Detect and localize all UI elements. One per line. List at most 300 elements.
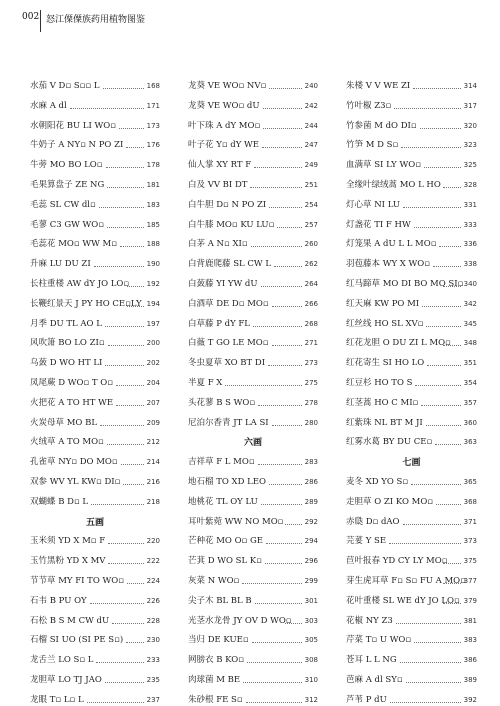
entry-page-number: 218 [146, 497, 160, 506]
entry-name: 苍耳 L L NG [346, 655, 397, 666]
dot-leader [263, 128, 301, 129]
index-entry[interactable] [30, 416, 160, 429]
index-entry[interactable] [188, 396, 318, 409]
index-entry[interactable] [346, 574, 477, 587]
entry-name: 芦苇 P dU [346, 694, 387, 705]
entry-name: 吉祥草 F L MO▫ [188, 457, 255, 468]
dot-leader [426, 326, 460, 327]
dot-leader [254, 167, 302, 168]
entry-page-number: 209 [146, 418, 160, 427]
entry-page-number: 323 [463, 141, 477, 150]
entry-name: 灯盏花 TI F HW [346, 219, 411, 230]
dot-leader [285, 524, 302, 525]
index-entry[interactable] [346, 396, 477, 409]
entry-page-number: 301 [304, 596, 318, 605]
entry-page-number: 200 [146, 339, 160, 348]
dot-leader [251, 246, 302, 247]
entry-name: 白薇 T GO LE MO▫ [188, 338, 269, 349]
dot-leader [266, 543, 302, 544]
dot-leader [91, 504, 144, 505]
index-entry[interactable] [346, 515, 477, 528]
dot-leader [225, 385, 301, 386]
index-entry[interactable] [346, 297, 477, 310]
entry-name: 花椒 NY Z3 [346, 615, 393, 626]
index-entry[interactable] [30, 455, 160, 468]
index-entry[interactable] [188, 515, 318, 528]
dot-leader [262, 147, 302, 148]
entry-page-number: 375 [463, 557, 477, 566]
entry-page-number: 207 [146, 398, 160, 407]
entry-name: 白及 VV BI DT [188, 180, 248, 190]
entry-page-number: 266 [304, 299, 318, 308]
index-entry[interactable] [30, 594, 160, 607]
index-entry[interactable] [30, 138, 160, 151]
entry-name: 水茄 V D▫ S▫▫ L [30, 81, 100, 91]
entry-name: 芫荽 Y SE [346, 536, 387, 547]
entry-page-number: 305 [304, 636, 318, 645]
dot-leader [107, 444, 144, 445]
entry-page-number: 247 [304, 141, 318, 150]
entry-page-number: 320 [463, 121, 477, 130]
entry-page-number: 292 [304, 517, 318, 526]
entry-page-number: 194 [146, 299, 160, 308]
entry-page-number: 331 [463, 200, 477, 209]
entry-page-number: 230 [146, 636, 160, 645]
index-entry[interactable] [188, 198, 318, 211]
entry-page-number: 264 [304, 280, 318, 288]
index-entry[interactable] [30, 257, 160, 270]
dot-leader [87, 702, 144, 703]
entry-name: 火炭母草 MO BL [30, 417, 97, 428]
entry-name: 尼泊尔香青 JT LA SI [188, 417, 269, 428]
entry-name: 升麻 LU DU ZI [30, 259, 91, 270]
entry-page-number: 392 [463, 695, 477, 704]
entry-name: 灯心草 NI LU [346, 199, 401, 210]
index-entry[interactable] [346, 653, 477, 666]
entry-page-number: 244 [304, 121, 318, 130]
entry-name: 白草藤 P dY FL [188, 318, 250, 329]
dot-leader [247, 662, 302, 663]
entry-name: 毛蕊 SL CW dl▫ [30, 199, 96, 210]
entry-name: 竹笋 M D S▫ [346, 140, 399, 151]
entry-page-number: 383 [463, 636, 477, 645]
index-entry[interactable] [188, 277, 318, 290]
entry-name: 叶子花 Y▫ dY WE [188, 140, 259, 151]
entry-page-number: 363 [463, 438, 477, 447]
entry-name: 石松 B S M CW dU [30, 615, 110, 626]
dot-leader [426, 425, 461, 426]
entry-name: 牛奶子 A NY▫ N PO ZI [30, 140, 124, 151]
entry-page-number: 226 [146, 596, 160, 605]
entry-page-number: 242 [304, 101, 318, 110]
index-entry[interactable] [188, 237, 318, 250]
entry-name: 石韦 B PU OY [30, 595, 87, 606]
entry-page-number: 325 [463, 161, 477, 170]
index-entry[interactable] [30, 99, 160, 112]
dot-leader [127, 286, 144, 287]
section-heading: 五画 [85, 517, 104, 528]
index-entry[interactable] [346, 673, 477, 686]
entry-name: 凤尾蕨 D WO▫ T O▫ [30, 378, 113, 388]
index-entry[interactable] [346, 178, 477, 191]
index-entry[interactable] [346, 554, 477, 567]
entry-page-number: 262 [304, 260, 318, 269]
dot-leader [253, 326, 302, 327]
entry-page-number: 214 [146, 458, 160, 467]
index-entry[interactable] [30, 297, 160, 310]
entry-name: 风吹箫 BO LO ZI▫ [30, 338, 105, 349]
index-entry[interactable] [188, 534, 318, 547]
index-entry[interactable] [30, 356, 160, 369]
dot-leader [250, 187, 301, 188]
entry-page-number: 204 [146, 379, 160, 387]
index-entry[interactable] [346, 257, 477, 270]
index-entry[interactable] [188, 653, 318, 666]
entry-page-number: 294 [304, 537, 318, 546]
entry-page-number: 278 [304, 398, 318, 407]
dot-leader [106, 167, 144, 168]
entry-name: 肉球菌 M BE [188, 675, 241, 685]
dot-leader [108, 345, 144, 346]
dot-leader [272, 345, 302, 346]
entry-name: 头花蓼 B S WO▫ [188, 397, 256, 408]
index-entry[interactable] [30, 554, 160, 567]
index-entry[interactable] [346, 475, 477, 488]
entry-name: 朱楼 V V WE ZI [346, 81, 411, 91]
entry-page-number: 237 [146, 695, 160, 704]
index-entry[interactable] [30, 475, 160, 488]
dot-leader [99, 207, 144, 208]
entry-page-number: 178 [146, 161, 160, 170]
dot-leader [105, 682, 144, 683]
entry-name: 仙人掌 XY RT F [188, 160, 252, 171]
index-entry[interactable] [30, 198, 160, 211]
index-entry[interactable] [188, 455, 318, 468]
index-entry[interactable] [188, 693, 318, 706]
entry-page-number: 308 [304, 656, 318, 665]
index-entry[interactable] [346, 317, 477, 330]
entry-page-number: 233 [146, 656, 160, 665]
index-entry[interactable] [188, 99, 318, 112]
dot-leader [263, 108, 302, 109]
dot-leader [112, 623, 143, 624]
entry-page-number: 333 [463, 220, 477, 229]
dot-leader [389, 543, 461, 544]
index-entry[interactable] [30, 336, 160, 349]
index-entry[interactable] [188, 554, 318, 567]
entry-name: 光茎水龙骨 JY OV D WO▫ [188, 615, 292, 626]
dot-leader [443, 603, 460, 604]
entry-page-number: 257 [304, 220, 318, 229]
dot-leader [272, 425, 302, 426]
entry-name: 网膀衣 B KO▫ [188, 655, 245, 666]
entry-page-number: 351 [463, 359, 477, 368]
entry-name: 红马蹄草 MO DI BO MO SI▫ [346, 279, 464, 289]
dot-leader [433, 266, 461, 267]
dot-leader [396, 623, 461, 624]
entry-page-number: 216 [146, 478, 160, 486]
index-entry[interactable] [30, 119, 160, 132]
entry-page-number: 303 [304, 616, 318, 625]
index-entry[interactable] [30, 693, 160, 706]
dot-leader [261, 286, 302, 287]
index-entry[interactable] [188, 376, 318, 389]
index-entry[interactable] [188, 475, 318, 488]
entry-name: 朱砂根 FE S▫ [188, 694, 243, 705]
dot-leader [100, 425, 144, 426]
entry-name: 冬虫夏草 XO BT DI [188, 358, 266, 369]
entry-page-number: 260 [304, 240, 318, 249]
index-entry[interactable] [30, 574, 160, 587]
entry-page-number: 286 [304, 478, 318, 486]
entry-page-number: 338 [463, 260, 477, 269]
entry-name: 节节草 MY FI TO WO▫ [30, 576, 124, 586]
entry-page-number: 251 [304, 181, 318, 189]
entry-name: 白酒草 DE D▫ MO▫ [188, 298, 269, 309]
dot-leader [258, 405, 301, 406]
entry-name: 血满草 SI LY WO▫ [346, 160, 421, 171]
index-entry[interactable] [346, 158, 477, 171]
index-entry[interactable] [346, 693, 477, 706]
dot-leader [105, 326, 144, 327]
index-entry[interactable] [188, 297, 318, 310]
dot-leader [285, 623, 302, 624]
entry-page-number: 312 [304, 695, 318, 704]
dot-leader [272, 306, 302, 307]
entry-name: 水麻 A dl [30, 100, 67, 111]
header-divider [40, 10, 41, 32]
index-entry[interactable] [30, 158, 160, 171]
index-entry[interactable] [188, 416, 318, 429]
index-entry[interactable] [346, 138, 477, 151]
dot-leader [427, 365, 460, 366]
index-entry[interactable] [188, 574, 318, 587]
entry-name: 红丝线 HO SL XV▫ [346, 318, 424, 329]
index-entry[interactable] [30, 534, 160, 547]
entry-name: 白牛胆 D▫ N PO ZI [188, 199, 267, 210]
dot-leader [268, 365, 302, 366]
entry-name: 全缘叶绿绒蒿 MO L HO [346, 180, 441, 190]
index-entry[interactable] [30, 653, 160, 666]
dot-leader [96, 662, 143, 663]
dot-leader [120, 246, 144, 247]
dot-leader [443, 345, 460, 346]
dot-leader [401, 147, 460, 148]
entry-page-number: 183 [146, 200, 160, 209]
dot-leader [107, 187, 143, 188]
index-entry[interactable] [30, 633, 160, 646]
index-entry[interactable] [188, 138, 318, 151]
index-entry[interactable] [188, 317, 318, 330]
index-entry[interactable] [346, 356, 477, 369]
dot-leader [403, 207, 461, 208]
entry-name: 半夏 F X [188, 378, 223, 388]
dot-leader [424, 167, 461, 168]
entry-page-number: 202 [146, 359, 160, 368]
index-entry[interactable] [346, 277, 477, 290]
index-entry[interactable] [346, 534, 477, 547]
index-entry[interactable] [188, 158, 318, 171]
dot-leader [121, 464, 144, 465]
dot-leader [277, 227, 301, 228]
index-entry[interactable] [188, 257, 318, 270]
index-entry[interactable] [346, 336, 477, 349]
dot-leader [403, 524, 461, 525]
index-entry[interactable] [346, 119, 477, 132]
entry-page-number: 212 [146, 438, 160, 447]
entry-page-number: 280 [304, 418, 318, 427]
dot-leader [435, 444, 460, 445]
dot-leader [422, 306, 460, 307]
entry-name: 灰菜 N WO▫ [188, 576, 240, 586]
entry-page-number: 365 [463, 478, 477, 486]
entry-name: 双蝴蝶 B D▫ L [30, 496, 89, 507]
dot-leader [242, 583, 301, 584]
index-entry[interactable] [346, 79, 477, 92]
entry-page-number: 348 [463, 339, 477, 348]
dot-leader [127, 583, 144, 584]
index-entry[interactable] [188, 178, 318, 191]
index-entry[interactable] [30, 673, 160, 686]
section-heading: 六画 [243, 438, 262, 449]
index-entry[interactable] [188, 79, 318, 92]
dot-leader [90, 603, 144, 604]
index-entry[interactable] [30, 178, 160, 191]
dot-leader [243, 682, 302, 683]
entry-page-number: 190 [146, 260, 160, 269]
entry-name: 地桃花 TL OY LU [188, 496, 258, 507]
entry-name: 芒种花 MO O▫ GE [188, 536, 264, 547]
dot-leader [70, 108, 144, 109]
entry-name: 水朝阳花 BU LI WO▫ [30, 120, 116, 131]
entry-name: 龙胆草 LO TJ JAO [30, 675, 102, 685]
entry-page-number: 176 [146, 141, 160, 150]
index-entry[interactable] [346, 99, 477, 112]
dot-leader [421, 405, 460, 406]
entry-name: 尖子木 BL BL B [188, 595, 252, 606]
dot-leader [252, 642, 302, 643]
entry-page-number: 173 [146, 121, 160, 130]
index-entry[interactable] [346, 614, 477, 627]
dot-leader [411, 484, 460, 485]
entry-name: 玉竹黑粉 YD X MV [30, 556, 106, 567]
entry-name: 当归 DE KUE▫ [188, 635, 249, 646]
index-entry[interactable] [188, 119, 318, 132]
entry-name: 龙葵 VE WO▫ dU [188, 100, 260, 111]
index-entry[interactable] [188, 218, 318, 231]
index-entry[interactable] [30, 376, 160, 389]
entry-page-number: 228 [146, 616, 160, 625]
entry-page-number: 389 [463, 676, 477, 684]
dot-leader [274, 266, 302, 267]
index-entry[interactable] [346, 237, 477, 250]
entry-name: 长鞭红景天 J PY HO CE▫LY [30, 298, 142, 309]
entry-name: 乌蔹 D WO HT LI [30, 358, 103, 369]
entry-name: 灯笼果 A dU L L MO▫ [346, 239, 437, 250]
dot-leader [269, 88, 301, 89]
index-entry[interactable] [188, 633, 318, 646]
entry-page-number: 224 [146, 577, 160, 585]
entry-page-number: 185 [146, 220, 160, 229]
entry-page-number: 289 [304, 497, 318, 506]
dot-leader [443, 563, 460, 564]
index-entry[interactable] [346, 633, 477, 646]
entry-name: 赤瓞 D▫ dAO [346, 516, 400, 527]
index-entry[interactable] [346, 218, 477, 231]
entry-name: 叶下珠 A dY MO▫ [188, 120, 261, 131]
entry-page-number: 299 [304, 577, 318, 585]
index-entry[interactable] [346, 594, 477, 607]
index-entry[interactable] [188, 356, 318, 369]
index-entry[interactable] [346, 198, 477, 211]
entry-name: 芽生虎耳草 F▫ S▫ FU A MO▫ [346, 576, 466, 586]
index-entry[interactable] [188, 614, 318, 627]
dot-leader [414, 227, 461, 228]
dot-leader [265, 563, 302, 564]
dot-leader [108, 543, 143, 544]
index-entry[interactable] [188, 336, 318, 349]
entry-name: 红茎蒿 HO C MI▫ [346, 397, 419, 408]
index-entry[interactable] [30, 237, 160, 250]
entry-name: 羽苞藤本 WY X WO▫ [346, 259, 430, 270]
entry-name: 竹参菌 M dO DI▫ [346, 120, 417, 131]
index-entry[interactable] [30, 218, 160, 231]
index-entry[interactable] [188, 594, 318, 607]
dot-leader [413, 88, 460, 89]
index-entry[interactable] [188, 673, 318, 686]
dot-leader [400, 662, 461, 663]
entry-page-number: 197 [146, 319, 160, 328]
dot-leader [406, 682, 461, 683]
index-entry[interactable] [30, 79, 160, 92]
index-entry[interactable] [30, 317, 160, 330]
index-entry[interactable] [30, 495, 160, 508]
entry-name: 牛蒡 MO BO LO▫ [30, 160, 103, 171]
index-entry[interactable] [30, 396, 160, 409]
book-title: 怒江傈僳族药用植物图鉴 [46, 15, 146, 25]
entry-name: 毛蓼 C3 GW WO▫ [30, 219, 105, 230]
dot-leader [439, 246, 460, 247]
index-entry[interactable] [346, 495, 477, 508]
entry-page-number: 379 [463, 596, 477, 605]
index-entry[interactable] [30, 277, 160, 290]
dot-leader [103, 88, 144, 89]
entry-name: 苣叶报春 YD CY LY MO▫ [346, 556, 448, 567]
dot-leader [269, 484, 302, 485]
entry-page-number: 296 [304, 557, 318, 566]
entry-page-number: 342 [463, 299, 477, 308]
index-entry[interactable] [188, 495, 318, 508]
entry-name: 麦冬 XD YO S▫ [346, 477, 409, 487]
entry-name: 芹菜 T▫ U WO▫ [346, 635, 412, 646]
entry-name: 红豆杉 HO TO S [346, 378, 413, 388]
index-entry[interactable] [346, 416, 477, 429]
index-entry[interactable] [30, 614, 160, 627]
index-entry[interactable] [346, 376, 477, 389]
dot-leader [414, 642, 460, 643]
entry-page-number: 240 [304, 82, 318, 90]
entry-page-number: 222 [146, 557, 160, 566]
dot-leader [105, 365, 143, 366]
entry-page-number: 310 [304, 676, 318, 684]
index-entry[interactable] [346, 435, 477, 448]
index-entry[interactable] [30, 435, 160, 448]
dot-leader [443, 187, 460, 188]
dot-leader [436, 504, 461, 505]
entry-name: 花叶重楼 SL WE dY JO LO▫ [346, 595, 460, 606]
entry-name: 双参 WV YL KW▫ DI▫ [30, 477, 121, 487]
dot-leader [107, 227, 144, 228]
